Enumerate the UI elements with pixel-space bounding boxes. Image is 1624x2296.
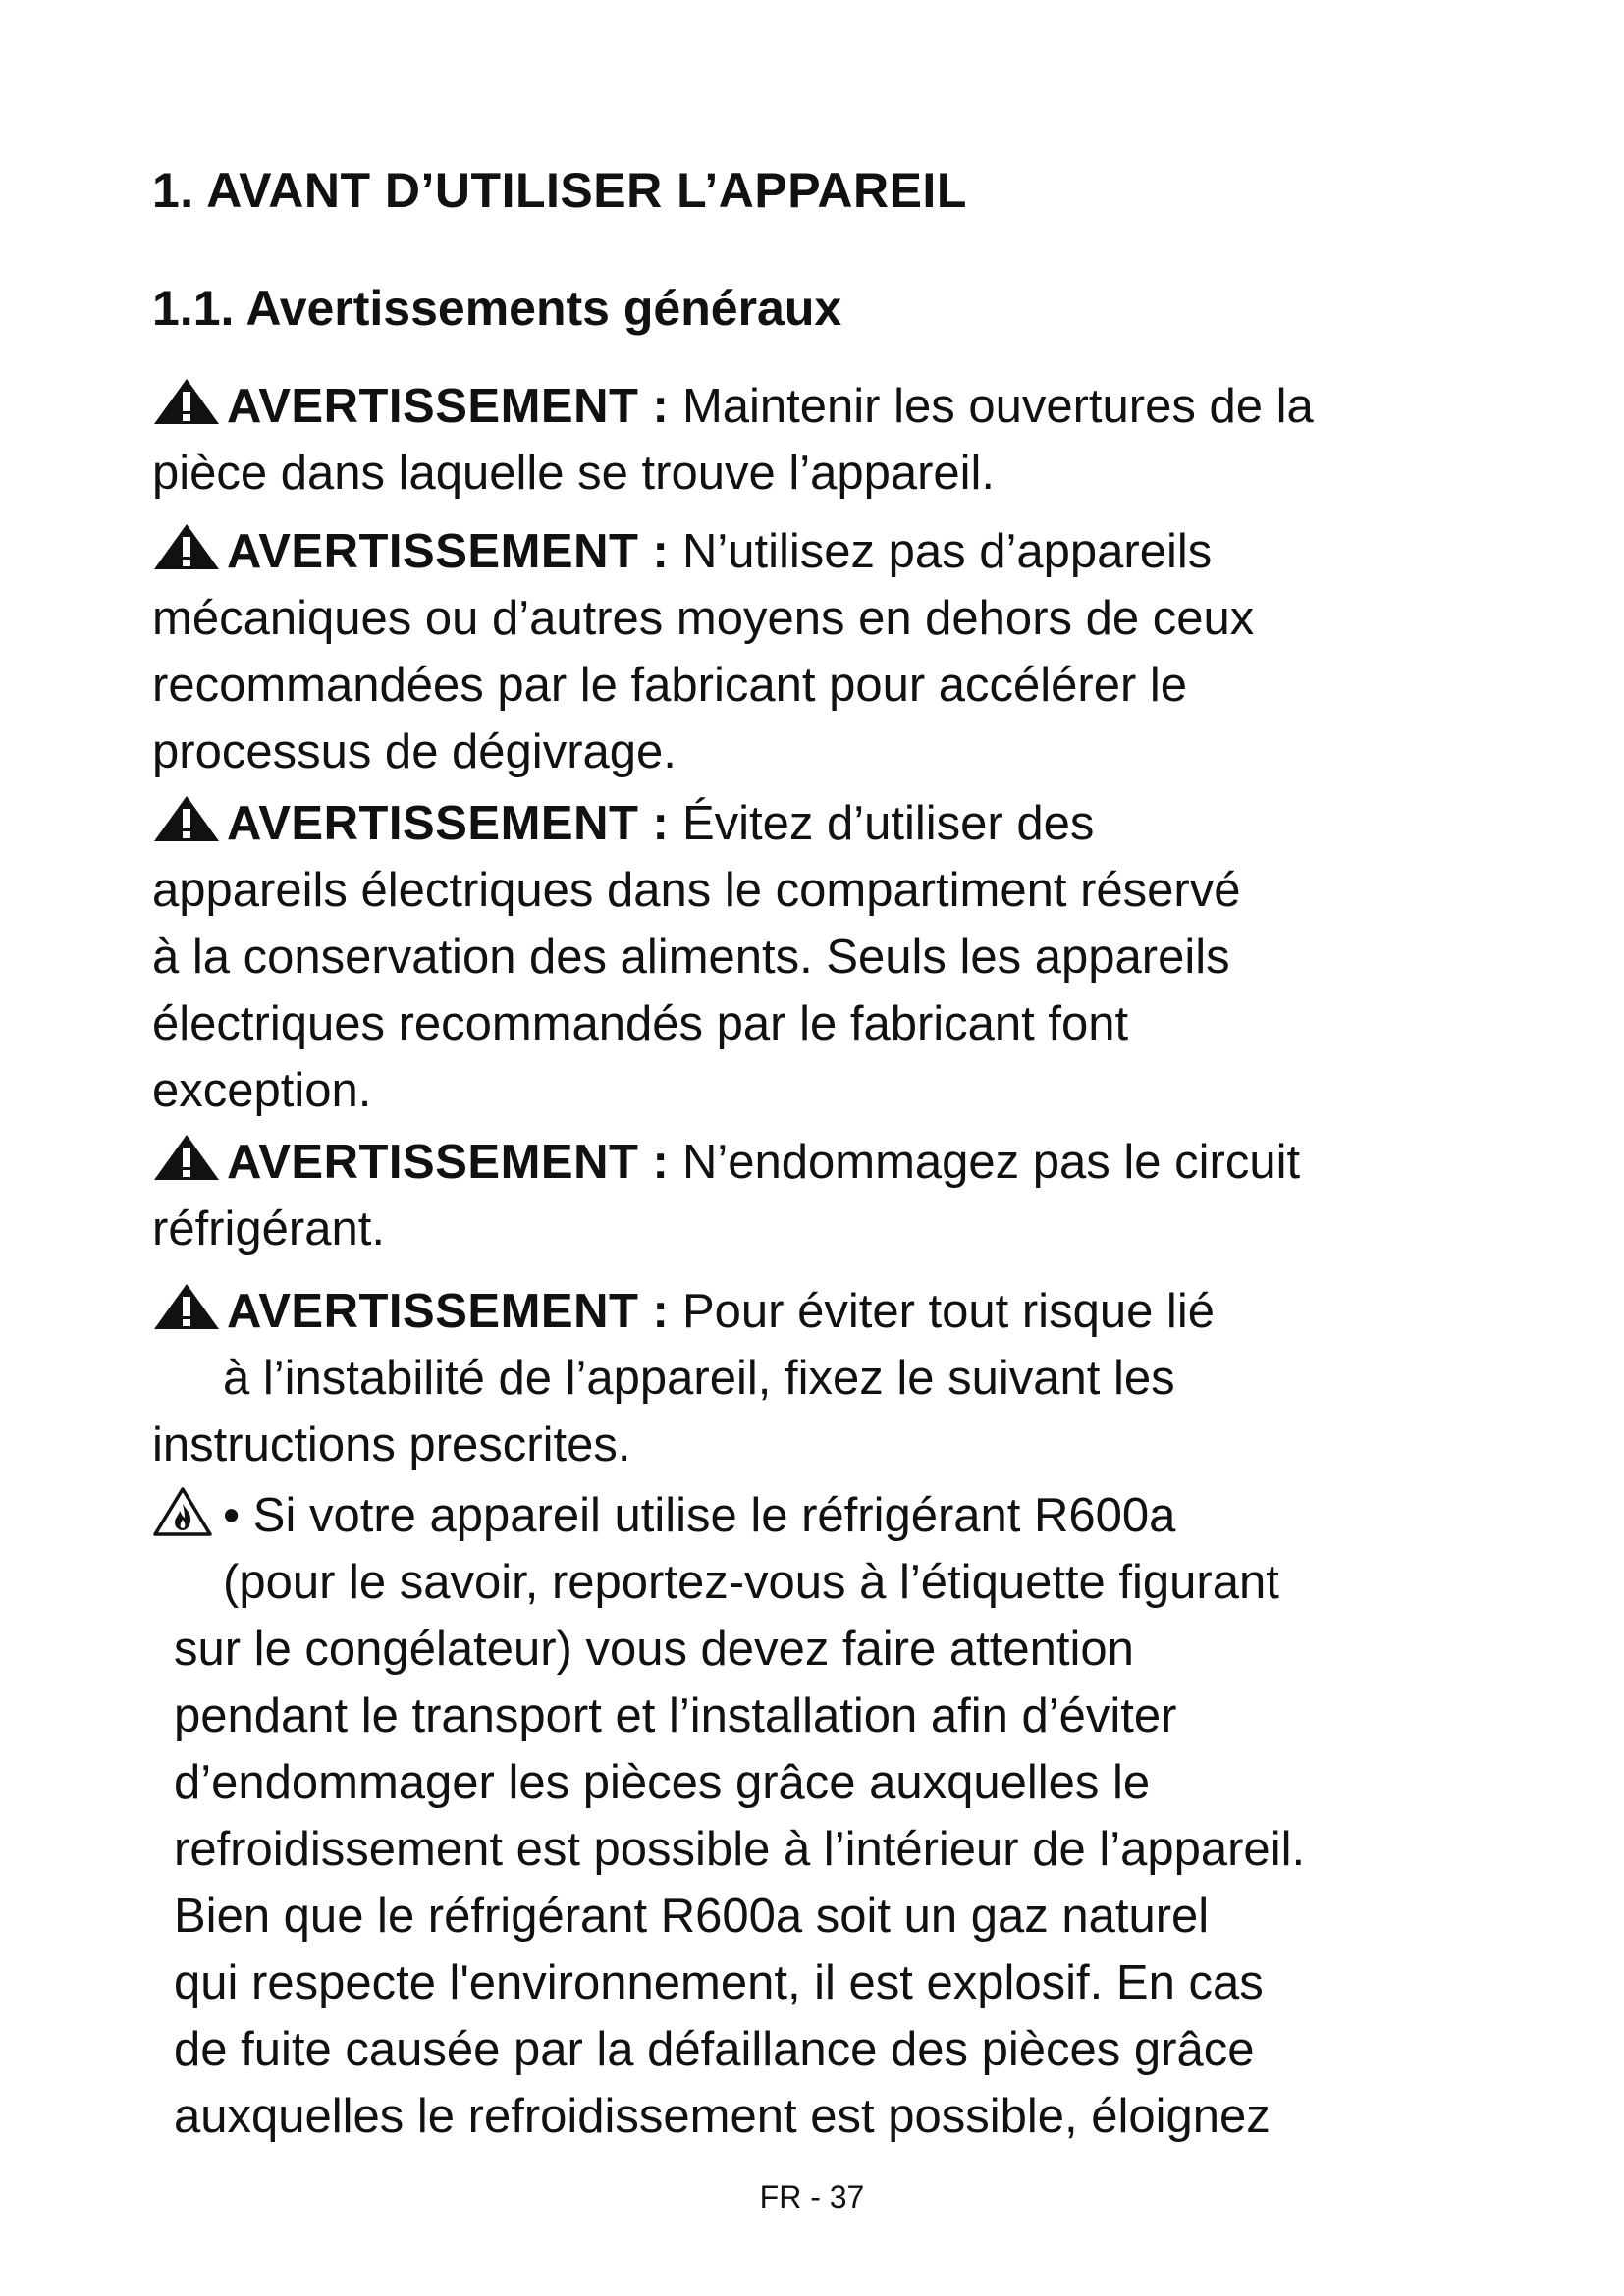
warning-label: AVERTISSEMENT : xyxy=(227,380,670,433)
note-text-line: Bien que le réfrigérant R600a soit un gaz naturel xyxy=(174,1890,1210,1943)
note-text-line: sur le congélateur) vous devez faire attention xyxy=(174,1623,1134,1676)
warning-text-line: à l’instabilité de l’appareil, fixez le suivant les xyxy=(223,1352,1175,1405)
warning-text: N’endommagez pas le circuit xyxy=(681,1136,1301,1189)
note-text-line: auxquelles le refroidissement est possible, éloignez xyxy=(174,2090,1271,2143)
warning-text-line: mécaniques ou d’autres moyens en dehors de ceux xyxy=(152,592,1255,645)
warning-text-line: exception. xyxy=(152,1064,372,1117)
section-heading: 1. AVANT D’UTILISER L’APPAREIL xyxy=(152,163,967,218)
warning-text-line: pièce dans laquelle se trouve l’appareil. xyxy=(152,447,996,500)
warning-block xyxy=(152,790,1240,1124)
warning-label: AVERTISSEMENT : xyxy=(227,1136,670,1189)
note-text-line: de fuite causée par la défaillance des pièces grâce xyxy=(174,2023,1255,2076)
note-text-line: pendant le transport et l’installation afin d’éviter xyxy=(174,1689,1177,1742)
note-text-line: refroidissement est possible à l’intérieur de l’appareil. xyxy=(174,1823,1306,1876)
warning-triangle-icon xyxy=(152,377,221,426)
page-number: FR - 37 xyxy=(759,2179,865,2215)
warning-block xyxy=(152,518,1254,785)
warning-text: Évitez d’utiliser des xyxy=(681,797,1095,850)
warning-text-line: appareils électriques dans le compartiment réservé xyxy=(152,864,1241,917)
warning-text-line: processus de dégivrage. xyxy=(152,725,677,778)
flammable-warning-icon xyxy=(152,1486,213,1537)
warning-label: AVERTISSEMENT : xyxy=(227,797,670,850)
refrigerant-note xyxy=(152,1482,1305,2150)
subsection-heading: 1.1. Avertissements généraux xyxy=(152,281,842,336)
note-text: • Si votre appareil utilise le réfrigérant R600a xyxy=(223,1489,1176,1542)
warning-label: AVERTISSEMENT : xyxy=(227,1285,670,1338)
note-text-line: (pour le savoir, reportez-vous à l’étiquette figurant xyxy=(223,1556,1279,1609)
warning-text: Maintenir les ouvertures de la xyxy=(681,380,1314,433)
warning-text-line: instructions prescrites. xyxy=(152,1418,631,1471)
warning-block xyxy=(152,1278,1215,1478)
warning-text: Pour éviter tout risque lié xyxy=(681,1285,1215,1338)
warning-block xyxy=(152,1129,1300,1262)
warning-text: N’utilisez pas d’appareils xyxy=(681,525,1213,578)
warning-triangle-icon xyxy=(152,1133,221,1182)
warning-triangle-icon xyxy=(152,1282,221,1331)
note-text-line: qui respecte l'environnement, il est explosif. En cas xyxy=(174,1956,1264,2009)
warning-text-line: réfrigérant. xyxy=(152,1202,385,1255)
warning-label: AVERTISSEMENT : xyxy=(227,525,670,578)
warning-triangle-icon xyxy=(152,522,221,571)
warning-block xyxy=(152,373,1314,507)
warning-text-line: à la conservation des aliments. Seuls les appareils xyxy=(152,931,1230,984)
note-text-line: d’endommager les pièces grâce auxquelles le xyxy=(174,1756,1151,1809)
warning-text-line: recommandées par le fabricant pour accélérer le xyxy=(152,659,1188,712)
warning-triangle-icon xyxy=(152,794,221,843)
warning-text-line: électriques recommandés par le fabricant font xyxy=(152,997,1129,1050)
